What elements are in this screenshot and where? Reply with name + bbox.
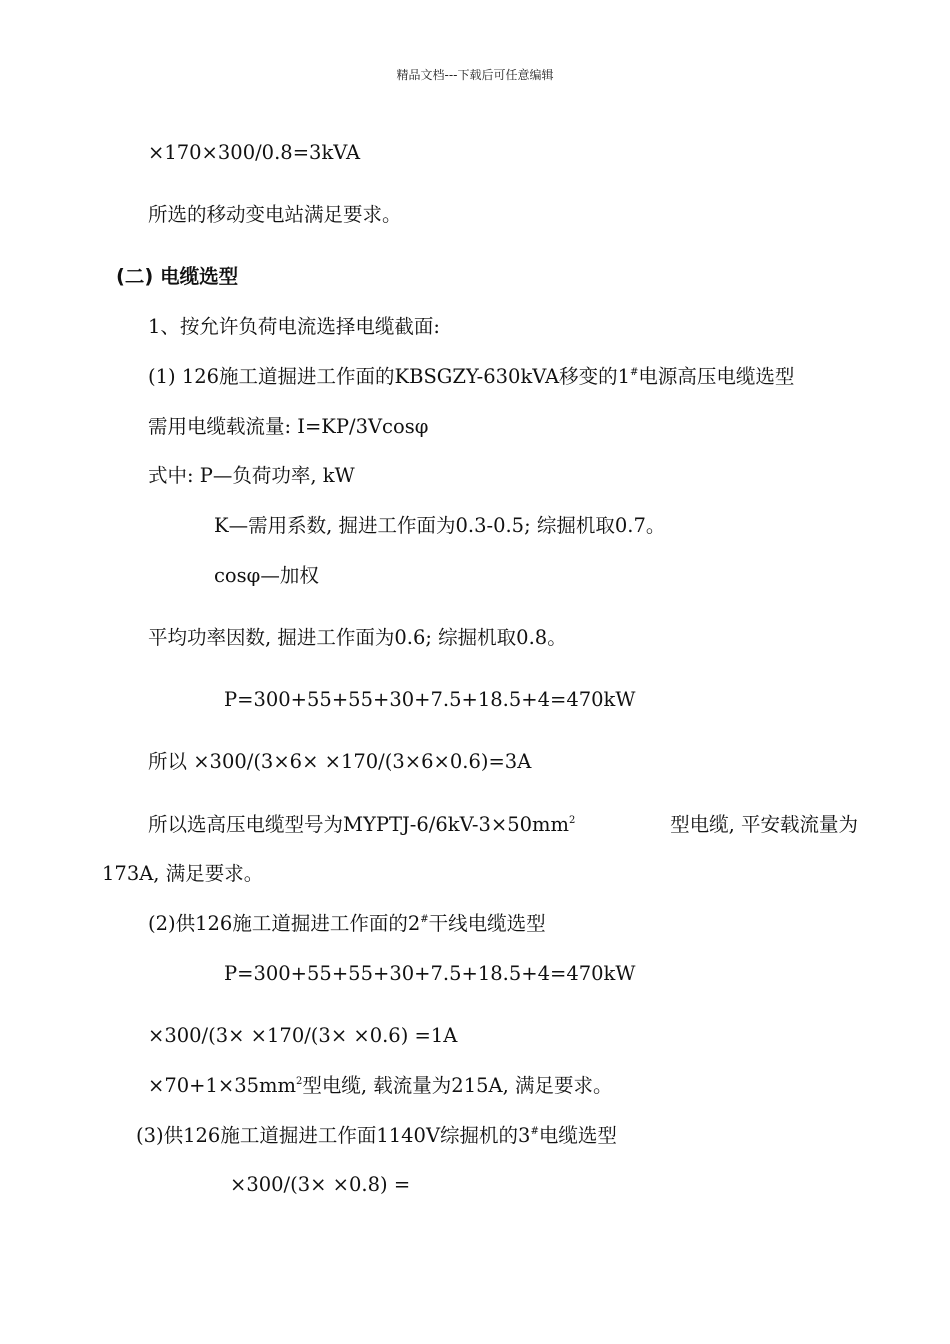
paragraph-text: 所以选高压电缆型号为MYPTJ-6/6kV-3×50mm xyxy=(148,813,569,836)
page-header: 精品文档---下载后可任意编辑 xyxy=(396,68,554,82)
subheading-text: (2)供126施工道掘进工作面的2 xyxy=(148,912,421,935)
formula-line: P=300+55+55+30+7.5+18.5+4=470kW xyxy=(224,688,636,711)
subheading xyxy=(148,911,546,937)
subheading xyxy=(136,1123,617,1149)
paragraph: K—需用系数, 掘进工作面为0.3-0.5; 综掘机取0.7。 xyxy=(214,514,666,537)
paragraph: 173A, 满足要求。 xyxy=(102,862,264,885)
superscript: # xyxy=(530,1126,539,1137)
paragraph: 平均功率因数, 掘进工作面为0.6; 综掘机取0.8。 xyxy=(148,626,567,649)
section-heading: (二) 电缆选型 xyxy=(116,265,239,288)
paragraph: 所选的移动变电站满足要求。 xyxy=(148,203,402,226)
formula-line: ×300/(3× ×170/(3× ×0.6) =1A xyxy=(148,1024,458,1047)
superscript: 2 xyxy=(296,1076,303,1087)
paragraph: 式中: P—负荷功率, kW xyxy=(148,464,355,487)
subheading-text: 干线电缆选型 xyxy=(428,912,546,935)
formula-line: 所以 ×300/(3×6× ×170/(3×6×0.6)=3A xyxy=(148,750,532,773)
formula-line: ×300/(3× ×0.8) = xyxy=(230,1173,411,1196)
formula-line: ×170×300/0.8=3kVA xyxy=(148,141,361,164)
paragraph: 1、按允许负荷电流选择电缆截面: xyxy=(148,315,440,338)
subheading-text: (3)供126施工道掘进工作面1140V综掘机的3 xyxy=(136,1124,531,1147)
paragraph xyxy=(148,1073,613,1099)
paragraph-text: 型电缆, 载流量为215A, 满足要求。 xyxy=(302,1074,613,1097)
subheading-text: 电源高压电缆选型 xyxy=(638,365,795,388)
paragraph-text: 型电缆, 平安载流量为 xyxy=(670,813,858,836)
paragraph-text xyxy=(148,812,575,838)
subheading-text: (1) 126施工道掘进工作面的KBSGZY-630kVA移变的1 xyxy=(148,365,631,388)
subheading xyxy=(148,364,794,390)
paragraph: cosφ—加权 xyxy=(214,564,319,587)
superscript: # xyxy=(420,914,429,925)
paragraph xyxy=(148,812,858,838)
formula-line: P=300+55+55+30+7.5+18.5+4=470kW xyxy=(224,962,636,985)
superscript: 2 xyxy=(569,815,576,826)
superscript: # xyxy=(630,367,639,378)
subheading-text: 电缆选型 xyxy=(538,1124,617,1147)
paragraph: 需用电缆载流量: I=KP/3Vcosφ xyxy=(148,415,429,438)
paragraph-text: ×70+1×35mm xyxy=(148,1074,297,1097)
